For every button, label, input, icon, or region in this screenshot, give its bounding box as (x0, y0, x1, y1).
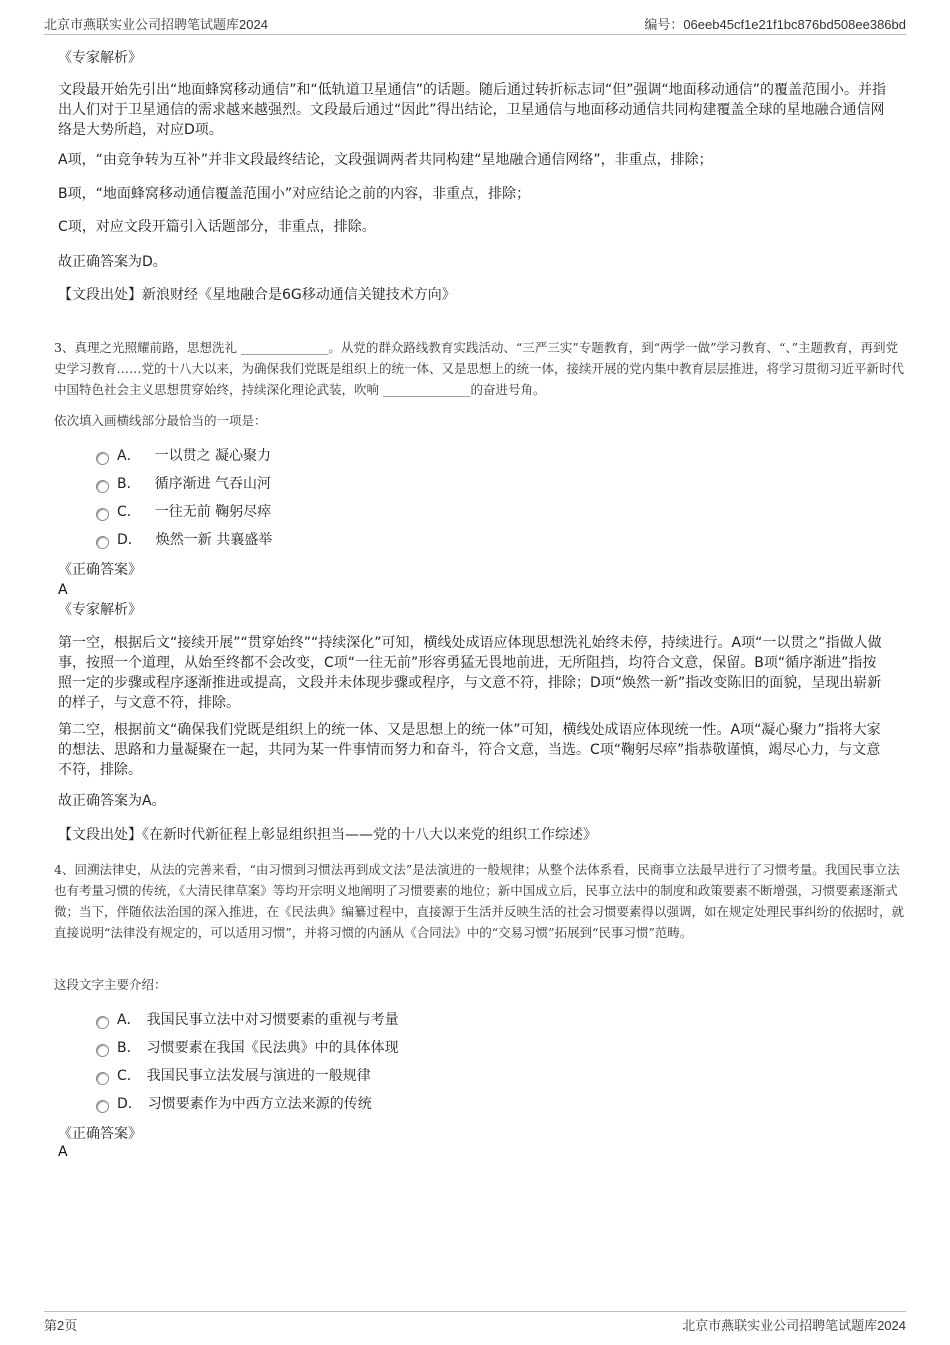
option-letter: A． (117, 1012, 141, 1028)
radio-icon[interactable] (96, 1044, 109, 1057)
q2-answer-statement: 故正确答案为D。 (58, 254, 167, 270)
option-text: 循序渐进 气吞山河 (154, 476, 272, 492)
q3-source: 【文段出处】《在新时代新征程上彰显组织担当——党的十八大以来党的组织工作综述》 (58, 827, 597, 843)
option-letter: C． (117, 504, 141, 520)
page-footer (44, 1311, 906, 1336)
option-letter: D． (117, 532, 142, 548)
q4-stem: 4、回溯法律史，从法的完善来看，“由习惯到习惯法再到成文法”是法演进的一般规律；从整个法体系看，民商事立法最早进行了习惯考量。我国民事立法也有考量习惯的传统，《大清民律草案》等均开宗明义地阐明了习惯要素的地位；新中国成立后，民事立法中的制度和政策要素不断增强，习惯要素逐渐式微；当下，伴随依法治国的深入推进，在《民法典》编纂过程中，直接源于生活并反映生活的社会习惯要素得以强调，如在规定处理民事纠纷的依据时，就直接说明“法律没有规定的，可以适用习惯”，并将习惯的内涵从《合同法》中的“交易习惯”拓展到“民事习惯”范畴。 (54, 862, 905, 940)
radio-icon[interactable] (96, 1016, 109, 1029)
header-title: 北京市燕联实业公司招聘笔试题库2024 (44, 17, 268, 32)
option-text: 焕然一新 共襄盛举 (155, 532, 273, 548)
q3-stem: 3、真理之光照耀前路，思想洗礼 ______________。从党的群众路线教育实践活动、“三严三实”专题教育，到“两学一做”学习教育、“、”主题教育，再到党史学习教育……党的十八大以来，为确保我们党既是组织上的统一体、又是思想上的统一体，接续开展的党内集中教育层层推进，将学习贯彻习近平新时代中国特色社会主义思想贯穿始终，持续深化理论武装，吹响 ______________的奋进号角。 (54, 340, 905, 397)
option-letter: B． (117, 476, 141, 492)
option-text: 一往无前 鞠躬尽瘁 (154, 504, 272, 520)
q3-answer-label: 《正确答案》 (58, 562, 142, 578)
q2-analysis-p4: C项，对应文段开篇引入话题部分，非重点，排除。 (58, 219, 376, 235)
q3-answer-statement: 故正确答案为A。 (58, 793, 166, 809)
q3-option-c[interactable] (96, 502, 271, 522)
q2-analysis-p3: B项，“地面蜂窝移动通信覆盖范围小”对应结论之前的内容，非重点，排除； (58, 186, 531, 202)
q3-analysis-p2: 第二空，根据前文“确保我们党既是组织上的统一体、又是思想上的统一体”可知，横线处成语应体现统一性。A项“凝心聚力”指将大家的想法、思路和力量凝聚在一起，共同为某一件事情而努力和奋斗，符合文意，当选。C项“鞠躬尽瘁”指恭敬谨慎，竭尽心力，与文意不符，排除。 (58, 722, 881, 778)
option-letter: D． (117, 1096, 142, 1112)
page-header (44, 12, 906, 35)
q4-prompt: 这段文字主要介绍： (54, 977, 167, 992)
radio-icon[interactable] (96, 1072, 109, 1085)
q4-answer-label: 《正确答案》 (58, 1126, 142, 1142)
q4-answer-value: A (58, 1144, 68, 1160)
q4-option-c[interactable] (96, 1066, 371, 1086)
option-text: 一以贯之 凝心聚力 (154, 448, 272, 464)
radio-icon[interactable] (96, 452, 109, 465)
q2-analysis-p1: 文段最开始先引出“地面蜂窝移动通信”和“低轨道卫星通信”的话题。随后通过转折标志词“但”强调“地面移动通信”的覆盖范围小。并指出人们对于卫星通信的需求越来越强烈。文段最后通过“因此”得出结论，卫星通信与地面移动通信共同构建覆盖全球的星地融合通信网络是大势所趋，对应D项。 (58, 82, 887, 138)
radio-icon[interactable] (96, 1100, 109, 1113)
q3-prompt: 依次填入画横线部分最恰当的一项是： (54, 413, 267, 428)
q2-source: 【文段出处】新浪财经《星地融合是6G移动通信关键技术方向》 (58, 287, 456, 303)
q3-option-d[interactable] (96, 530, 272, 550)
q3-option-b[interactable] (96, 474, 271, 494)
q2-expert-label: 《专家解析》 (58, 50, 142, 66)
q2-analysis-p2: A项，“由竞争转为互补”并非文段最终结论，文段强调两者共同构建“星地融合通信网络”，非重点，排除； (58, 152, 713, 168)
q3-answer-value: A (58, 582, 68, 598)
q4-option-a[interactable] (96, 1010, 399, 1030)
option-text: 习惯要素在我国《民法典》中的具体体现 (146, 1040, 399, 1056)
radio-icon[interactable] (96, 536, 109, 549)
option-letter: A． (117, 448, 141, 464)
radio-icon[interactable] (96, 508, 109, 521)
page-number: 第2页 (44, 1318, 78, 1333)
q3-option-a[interactable] (96, 446, 271, 466)
q3-expert-label: 《专家解析》 (58, 602, 142, 618)
q3-analysis-p1: 第一空，根据后文“接续开展”“贯穿始终”“持续深化”可知，横线处成语应体现思想洗礼始终未停，持续进行。A项“一以贯之”指做人做事，按照一个道理，从始至终都不会改变，C项“一往无前”形容勇猛无畏地前进，无所阻挡，均符合文意，保留。B项“循序渐进”指按照一定的步骤或程序逐渐推进或提高，文段并未体现步骤或程序，与文意不符，排除；D项“焕然一新”指改变陈旧的面貌，呈现出崭新的样子，与文意不符，排除。 (58, 635, 882, 711)
option-text: 我国民事立法中对习惯要素的重视与考量 (146, 1012, 399, 1028)
q4-option-b[interactable] (96, 1038, 399, 1058)
q4-option-d[interactable] (96, 1094, 372, 1114)
radio-icon[interactable] (96, 480, 109, 493)
header-serial: 编号：06eeb45cf1e21f1bc876bd508ee386bd (644, 17, 906, 32)
option-text: 习惯要素作为中西方立法来源的传统 (147, 1096, 372, 1112)
option-letter: C． (117, 1068, 141, 1084)
footer-title: 北京市燕联实业公司招聘笔试题库2024 (682, 1318, 906, 1333)
option-letter: B． (117, 1040, 141, 1056)
option-text: 我国民事立法发展与演进的一般规律 (146, 1068, 371, 1084)
